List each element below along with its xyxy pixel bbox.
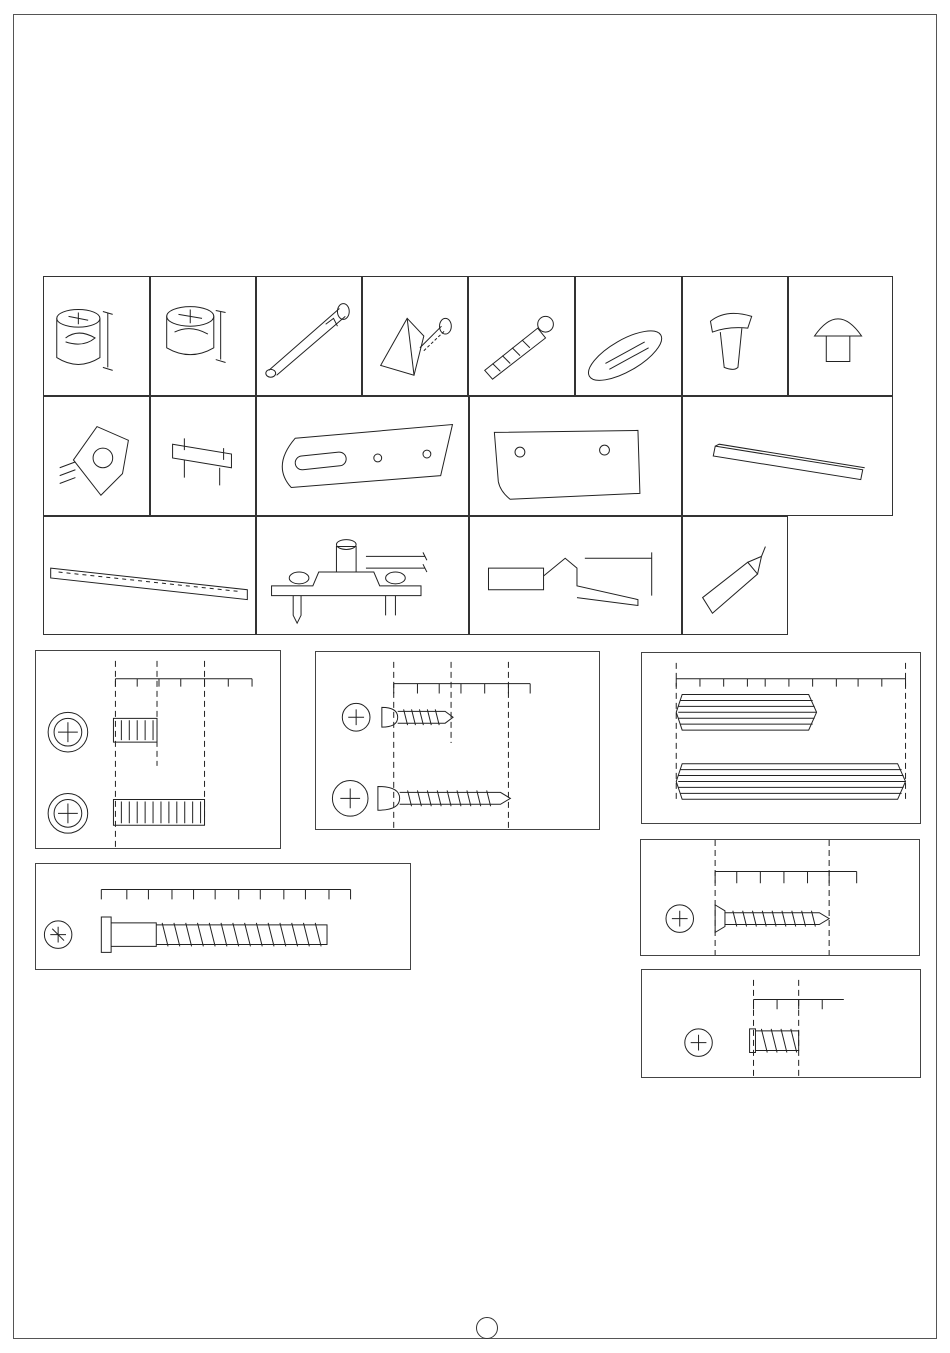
box-euro-screw [641, 969, 921, 1078]
part-glass-shelf-pad [575, 276, 682, 396]
part-drawer-handle [150, 396, 256, 516]
part-shelf-support-clip [682, 276, 788, 396]
part-dowel-connector [468, 276, 575, 396]
part-cam-lock-nut-a [43, 276, 150, 396]
part-perforated-rail [43, 516, 256, 635]
part-hanging-bracket-slotted [256, 396, 469, 516]
box-pan-head-screws [315, 651, 600, 830]
part-glue-tube [682, 516, 788, 635]
part-mounting-plate [469, 396, 682, 516]
part-concealed-hinge [469, 516, 682, 635]
part-rail-strip [682, 396, 893, 516]
part-cap-plug [788, 276, 893, 396]
box-countersunk-screw [640, 839, 920, 956]
part-cam-housing [43, 396, 150, 516]
box-confirmat-screw [35, 863, 411, 970]
box-machine-screws [35, 650, 281, 849]
part-connecting-bolt [256, 276, 362, 396]
page-number [476, 1317, 498, 1339]
part-cam-lock-nut-b [150, 276, 256, 396]
part-adjuster-bracket [256, 516, 469, 635]
part-corner-bracket-screw [362, 276, 468, 396]
box-wooden-dowels [641, 652, 921, 824]
